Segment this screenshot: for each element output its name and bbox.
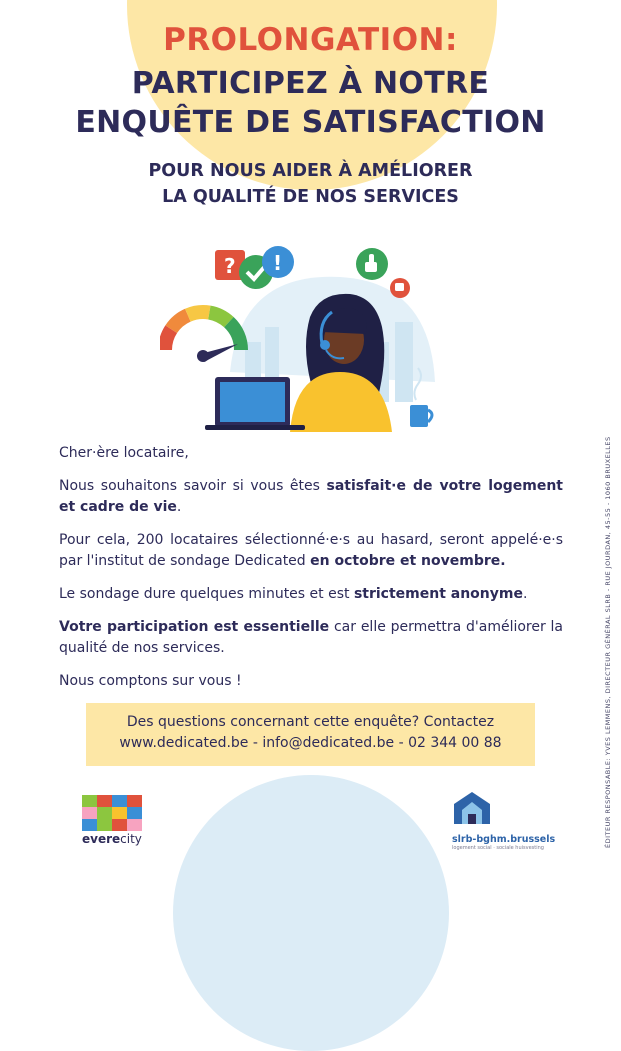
contact-line-2[interactable]: www.dedicated.be - info@dedicated.be - 02 344 00 88 [119,735,502,751]
everecity-logo [82,795,144,846]
emphasis-anonymous: strictement anonyme [353,586,523,602]
main-title-line-2: ENQUÊTE DE SATISFACTION [75,105,546,140]
slrb-house-icon [452,790,492,826]
slrb-logo [452,790,572,851]
title-prolongation: PROLONGATION: [163,22,458,58]
main-title-line-1: PARTICIPEZ À NOTRE [131,66,490,101]
text-segment: car elle permettra d'améliorer la qualité de nos services. [59,619,563,656]
wordmark-part: evere [82,832,121,846]
letter-body [59,443,563,704]
text-segment: . [522,586,528,602]
paragraph-satisfaction [59,476,563,518]
wordmark-part: city [120,832,142,846]
emphasis-period: en octobre et novembre. [310,553,506,569]
text-segment: Nous souhaitons savoir si vous êtes [59,478,327,494]
subtitle-line-1: POUR NOUS AIDER À AMÉLIORER [148,161,473,181]
laptop-icon [205,377,305,430]
paragraph-selection [59,530,563,572]
slrb-tagline: logement social · sociale huisvesting [452,845,544,851]
satisfaction-gauge-icon [165,312,241,362]
svg-text:!: ! [273,251,283,275]
contact-line-1: Des questions concernant cette enquête? Contactez [126,714,495,730]
svg-text:?: ? [224,254,236,278]
text-segment: . [176,499,182,515]
everecity-wordmark [82,832,144,846]
paragraph-participation [59,617,563,659]
closing: Nous comptons sur vous ! [59,673,242,689]
greeting: Cher·ère locataire, [59,445,189,461]
main-title [0,64,621,142]
exclamation-bubble-icon [262,246,294,278]
decorative-circle-bottom [173,775,449,1051]
emphasis-satisfaction: satisfait·e de votre logement et cadre de vie [59,478,563,515]
text-segment: Pour cela, 200 locataires sélectionné·e·s au hasard, seront appelé·e·s par l'institut de sondage Dedicated [59,532,563,569]
emphasis-participation: Votre participation est essentielle [59,619,330,635]
text-segment: Le sondage dure quelques minutes et est [59,586,354,602]
thumbs-down-icon [390,278,410,298]
subtitle-line-2: LA QUALITÉ DE NOS SERVICES [162,187,459,207]
everecity-logo-mark [82,795,144,831]
subtitle [0,158,621,210]
contact-box [86,703,535,766]
publisher-notice: ÉDITEUR RESPONSABLE: YVES LEMMENS, DIRECTEUR GÉNÉRAL SLRB - RUE JOURDAN, 45-55 - 1060 BRUXELLES [604,436,612,848]
call-center-illustration [160,232,460,432]
paragraph-duration [59,584,563,605]
thumbs-up-icon [356,248,388,280]
slrb-name: slrb-bghm.brussels [452,834,556,845]
